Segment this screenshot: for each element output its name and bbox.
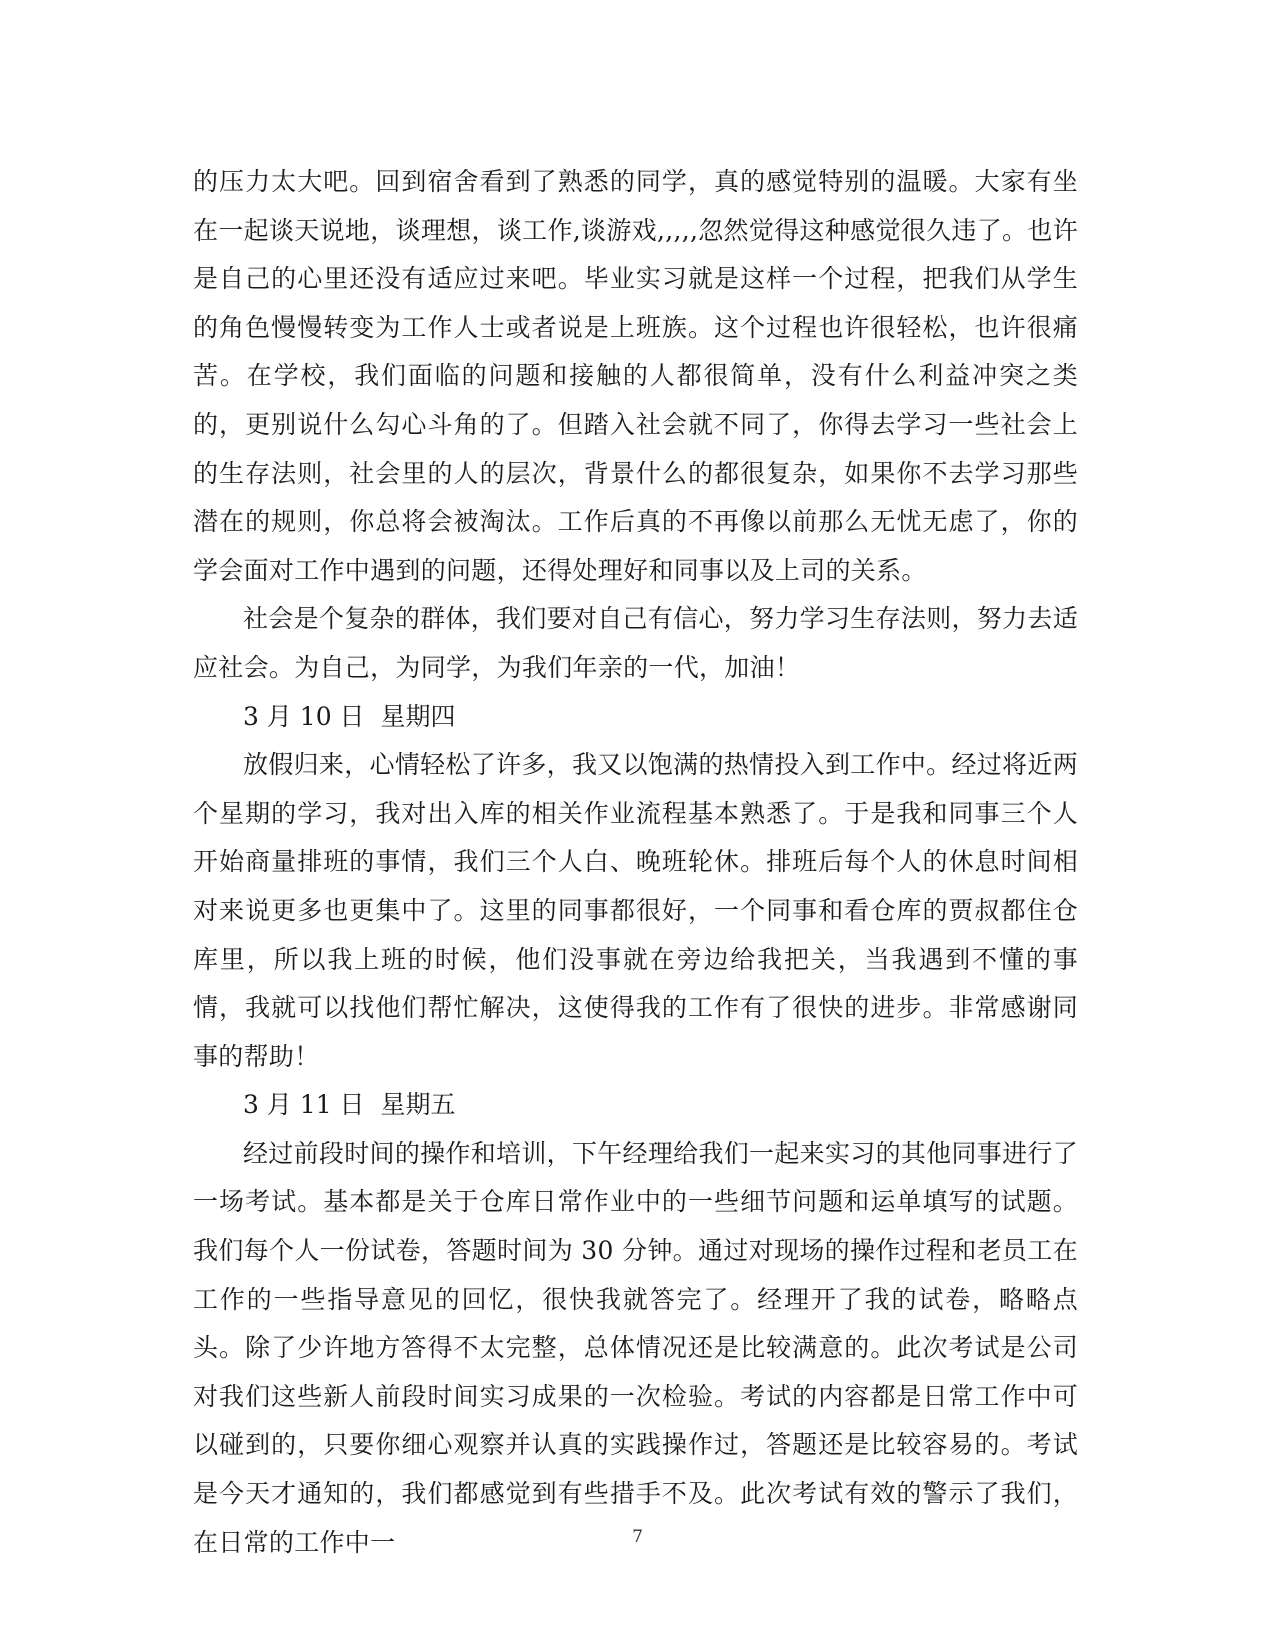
paragraph-2: 社会是个复杂的群体，我们要对自己有信心，努力学习生存法则，努力去适应社会。为自己，为同学，为我们年亲的一代，加油！ [193, 604, 1078, 682]
paragraph-3: 放假归来，心情轻松了许多，我又以饱满的热情投入到工作中。经过将近两个星期的学习，我对出入库的相关作业流程基本熟悉了。于是我和同事三个人开始商量排班的事情，我们三个人白、晚班轮休。排班后每个人的休息时间相对来说更多也更集中了。这里的同事都很好，一个同事和看仓库的贾叔都住仓库里，所以我上班的时候，他们没事就在旁边给我把关，当我遇到不懂的事情，我就可以找他们帮忙解决，这使得我的工作有了很快的进步。非常感谢同事的帮助！ [193, 750, 1078, 1071]
paragraph-1: 的压力太大吧。回到宿舍看到了熟悉的同学，真的感觉特别的温暖。大家有坐在一起谈天说地，谈理想，谈工作,谈游戏,,,,,忽然觉得这种感觉很久违了。也许是自己的心里还没有适应过来吧。毕业实习就是这样一个过程，把我们从学生的角色慢慢转变为工作人士或者说是上班族。这个过程也许很轻松，也许很痛苦。在学校，我们面临的问题和接触的人都很简单，没有什么利益冲突之类的，更别说什么勾心斗角的了。但踏入社会就不同了，你得去学习一些社会上的生存法则，社会里的人的层次，背景什么的都很复杂，如果你不去学习那些潜在的规则，你总将会被淘汰。工作后真的不再像以前那么无忧无虑了，你的学会面对工作中遇到的问题，还得处理好和同事以及上司的关系。 [193, 167, 1078, 585]
body-text [193, 158, 1078, 1567]
date-heading-mar-11: 3 月 11 日 星期五 [243, 1090, 456, 1120]
page-number: 7 [632, 1527, 643, 1547]
date-heading-mar-10: 3 月 10 日 星期四 [243, 701, 456, 731]
paragraph-4: 经过前段时间的操作和培训，下午经理给我们一起来实习的其他同事进行了一场考试。基本都是关于仓库日常作业中的一些细节问题和运单填写的试题。我们每个人一份试卷，答题时间为 30 分钟。通过对现场的操作过程和老员工在工作的一些指导意见的回忆，很快我就答完了。经理开了我的试卷，略略点头。除了少许地方答得不太完整，总体情况还是比较满意的。此次考试是公司对我们这些新人前段时间实习成果的一次检验。考试的内容都是日常工作中可以碰到的，只要你细心观察并认真的实践操作过，答题还是比较容易的。考试是今天才通知的，我们都感觉到有些措手不及。此次考试有效的警示了我们，在日常的工作中一 [193, 1138, 1078, 1557]
